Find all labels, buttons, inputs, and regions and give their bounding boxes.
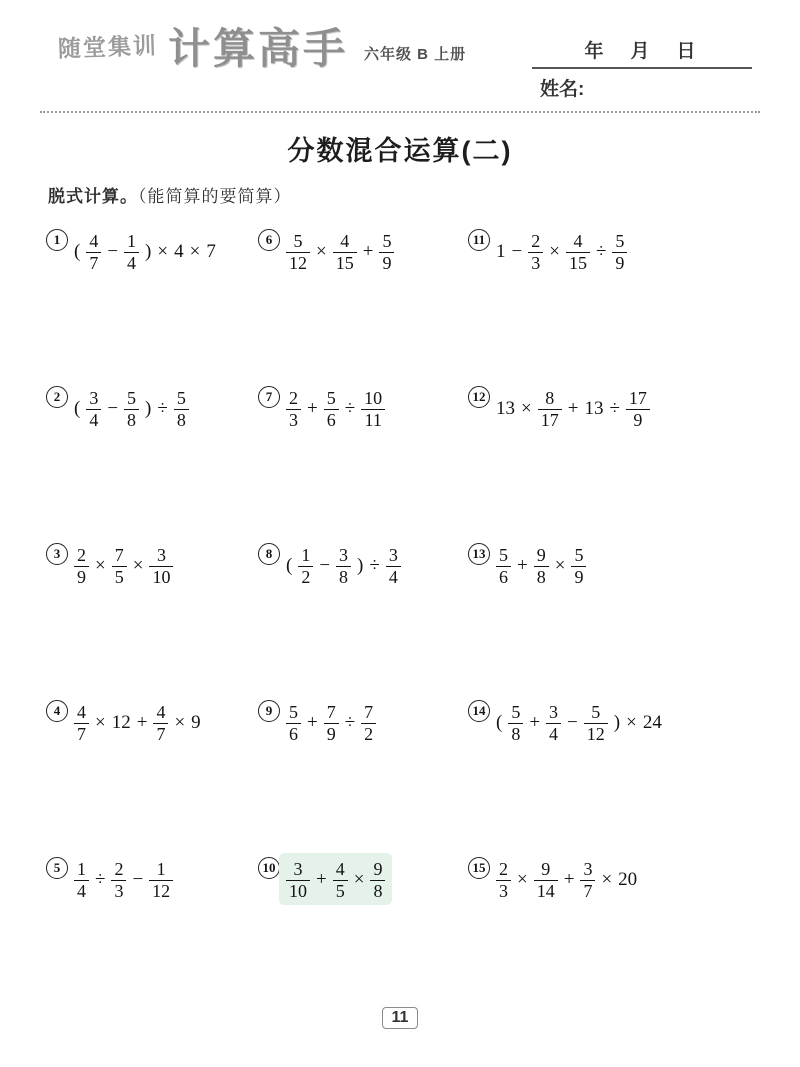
math-token: +	[517, 555, 528, 577]
fraction-numerator: 5	[176, 388, 186, 408]
fraction	[361, 388, 385, 430]
fraction-denominator: 4	[124, 252, 139, 274]
problem-expression	[71, 700, 204, 744]
fraction-denominator: 3	[496, 880, 511, 902]
fraction	[324, 702, 339, 744]
problem-item	[468, 857, 760, 1014]
problem-item	[468, 700, 760, 857]
instruction-note: （能简算的要简算）	[138, 187, 292, 206]
fraction-numerator: 7	[326, 702, 336, 722]
fraction	[534, 859, 558, 901]
math-token: ×	[189, 241, 201, 263]
problem-expression	[493, 543, 589, 587]
fraction-numerator: 5	[574, 545, 584, 565]
problem-expression	[71, 386, 192, 430]
fraction	[612, 231, 627, 273]
fraction-denominator: 9	[612, 252, 627, 274]
problem-item	[46, 857, 258, 1014]
math-token: 20	[618, 869, 638, 891]
instruction	[48, 182, 760, 207]
fraction-numerator: 17	[628, 388, 647, 408]
problem-number: 3	[46, 543, 68, 565]
fraction-numerator: 8	[545, 388, 555, 408]
fraction-denominator: 15	[566, 252, 590, 274]
fraction	[580, 859, 595, 901]
math-token: +	[316, 869, 327, 891]
fraction-numerator: 5	[127, 388, 137, 408]
math-token: 13	[496, 398, 515, 420]
problem-number: 12	[468, 386, 490, 408]
fraction	[74, 545, 89, 587]
fraction	[149, 859, 173, 901]
fraction-numerator: 2	[499, 859, 508, 879]
fraction-numerator: 10	[364, 388, 383, 408]
problem-number: 11	[468, 229, 490, 251]
fraction	[124, 231, 139, 273]
math-token: 1	[496, 241, 506, 263]
fraction-denominator: 8	[336, 566, 351, 588]
math-token: −	[107, 241, 119, 263]
math-token: +	[136, 712, 148, 734]
fraction	[528, 231, 543, 273]
problem-item	[258, 700, 468, 857]
fraction-numerator: 9	[536, 545, 546, 565]
fraction-denominator: 9	[74, 566, 89, 588]
problem-item	[46, 700, 258, 857]
math-token: ×	[549, 241, 560, 263]
math-token: −	[132, 869, 144, 891]
math-token: (	[74, 398, 81, 420]
math-token: ×	[95, 555, 106, 577]
fraction-denominator: 10	[286, 880, 310, 902]
fraction-denominator: 3	[111, 880, 126, 902]
fraction	[86, 388, 101, 430]
fraction-denominator: 9	[324, 723, 339, 745]
fraction-numerator: 2	[289, 388, 298, 408]
math-token: ×	[157, 241, 169, 263]
problem-expression	[493, 386, 653, 430]
math-token: )	[145, 241, 152, 263]
fraction-denominator: 3	[286, 409, 301, 431]
problem-expression	[71, 857, 176, 901]
problem-number: 2	[46, 386, 68, 408]
math-token: +	[307, 712, 318, 734]
fraction-denominator: 4	[74, 880, 89, 902]
fraction-numerator: 9	[373, 859, 383, 879]
fraction-numerator: 3	[339, 545, 349, 565]
math-token: +	[529, 712, 541, 734]
problem-expression	[493, 857, 640, 901]
math-token: (	[74, 241, 81, 263]
fraction-numerator: 3	[293, 859, 303, 879]
math-token: ÷	[157, 398, 168, 420]
fraction-numerator: 5	[382, 231, 392, 251]
fraction-numerator: 4	[156, 702, 166, 722]
fraction-numerator: 5	[289, 702, 298, 722]
fraction-denominator: 8	[174, 409, 189, 431]
math-token: 24	[642, 712, 662, 734]
fraction-numerator: 3	[156, 545, 166, 565]
page-title: 分数混合运算(二)	[287, 136, 513, 166]
math-token: (	[496, 712, 503, 734]
fraction	[370, 859, 385, 901]
math-token: 4	[174, 241, 184, 263]
math-token: ÷	[595, 241, 607, 263]
fraction	[333, 859, 348, 901]
fraction	[112, 545, 127, 587]
fraction-denominator: 7	[153, 723, 168, 745]
problem-expression	[493, 229, 630, 273]
fraction	[86, 231, 101, 273]
math-token: ÷	[344, 712, 356, 734]
math-token: +	[567, 398, 579, 420]
fraction-numerator: 1	[156, 859, 166, 879]
problem-item	[46, 543, 258, 700]
problem-expression	[283, 386, 388, 430]
fraction-denominator: 15	[333, 252, 357, 274]
fraction-denominator: 7	[86, 252, 101, 274]
math-token: ÷	[369, 555, 380, 577]
fraction-denominator: 5	[112, 566, 127, 588]
fraction	[174, 388, 189, 430]
fraction-denominator: 4	[386, 566, 401, 588]
problem-number: 14	[468, 700, 490, 722]
problem-number: 13	[468, 543, 490, 565]
fraction	[324, 388, 339, 430]
problem-number: 10	[258, 857, 280, 879]
logo-title-text: 计算高手	[168, 25, 349, 72]
fraction-denominator: 10	[149, 566, 173, 588]
fraction	[286, 231, 310, 273]
fraction-denominator: 12	[286, 252, 310, 274]
fraction-numerator: 5	[615, 231, 625, 251]
fraction	[496, 545, 511, 587]
math-token: +	[563, 869, 575, 891]
fraction	[111, 859, 126, 901]
fraction	[386, 545, 401, 587]
fraction	[496, 859, 511, 901]
fraction-denominator: 4	[86, 409, 101, 431]
problem-expression	[71, 229, 219, 273]
problem-expression	[283, 543, 404, 587]
math-token: ×	[316, 241, 327, 263]
fraction	[566, 231, 590, 273]
math-token: )	[613, 712, 621, 734]
math-token: (	[286, 555, 293, 577]
problem-item	[468, 386, 760, 543]
math-token: −	[319, 555, 331, 577]
math-token: ×	[601, 869, 613, 891]
fraction-numerator: 7	[114, 545, 124, 565]
math-token: ÷	[344, 398, 356, 420]
problem-expression	[493, 700, 665, 744]
problem-expression	[283, 229, 397, 273]
fraction-denominator: 7	[74, 723, 89, 745]
math-token: ÷	[95, 869, 106, 891]
fraction-numerator: 5	[499, 545, 508, 565]
fraction-denominator: 2	[361, 723, 376, 745]
fraction	[286, 702, 301, 744]
fraction-numerator: 1	[127, 231, 137, 251]
fraction-denominator: 12	[149, 880, 173, 902]
math-token: −	[567, 712, 578, 734]
fraction	[508, 702, 523, 744]
fraction-denominator: 9	[379, 252, 394, 274]
fraction-numerator: 2	[77, 545, 86, 565]
fraction-numerator: 5	[326, 388, 336, 408]
fraction-denominator: 14	[534, 880, 558, 902]
fraction-denominator: 8	[124, 409, 139, 431]
problem-item	[468, 229, 760, 386]
fraction	[333, 231, 357, 273]
fraction	[153, 702, 168, 744]
fraction-numerator: 5	[591, 702, 601, 722]
problem-number: 5	[46, 857, 68, 879]
fraction	[286, 388, 301, 430]
footer	[0, 1007, 800, 1029]
fraction-denominator: 6	[496, 566, 511, 588]
fraction-denominator: 8	[534, 566, 549, 588]
fraction	[379, 231, 394, 273]
fraction-numerator: 1	[301, 545, 311, 565]
problem-item	[258, 386, 468, 543]
fraction	[361, 702, 376, 744]
math-token: ×	[517, 869, 528, 891]
fraction	[298, 545, 313, 587]
problem-number: 15	[468, 857, 490, 879]
problem-item	[258, 543, 468, 700]
math-token: −	[511, 241, 523, 263]
math-token: ×	[95, 712, 106, 734]
fraction-denominator: 7	[580, 880, 595, 902]
fraction	[534, 545, 549, 587]
math-token: 9	[191, 712, 201, 734]
fraction-numerator: 4	[340, 231, 350, 251]
page-number: 11	[382, 1007, 419, 1029]
problem-number: 8	[258, 543, 280, 565]
problems-grid	[46, 229, 760, 1014]
problem-expression	[283, 857, 388, 901]
fraction-denominator: 8	[370, 880, 385, 902]
fraction	[74, 702, 89, 744]
fraction-denominator: 8	[508, 723, 523, 745]
fraction-numerator: 4	[77, 702, 86, 722]
fraction	[74, 859, 89, 901]
problem-number: 7	[258, 386, 280, 408]
fraction-numerator: 5	[511, 702, 521, 722]
name-field-label: 姓名:	[540, 79, 585, 100]
fraction-numerator: 4	[89, 231, 99, 251]
fraction-denominator: 9	[571, 566, 586, 588]
math-token: ×	[174, 712, 186, 734]
math-token: ×	[554, 555, 566, 577]
math-token: ×	[132, 555, 144, 577]
math-token: 13	[584, 398, 604, 420]
logo	[57, 25, 467, 72]
problem-number: 6	[258, 229, 280, 251]
fraction-numerator: 3	[388, 545, 398, 565]
fraction-numerator: 5	[293, 231, 303, 251]
fraction-denominator: 12	[584, 723, 608, 745]
fraction-denominator: 2	[298, 566, 313, 588]
math-token: )	[145, 398, 152, 420]
fraction-numerator: 1	[77, 859, 86, 879]
math-token: ×	[521, 398, 532, 420]
fraction-numerator: 2	[114, 859, 124, 879]
fraction-denominator: 5	[333, 880, 348, 902]
fraction-numerator: 2	[531, 231, 541, 251]
math-token: ×	[626, 712, 637, 734]
fraction	[124, 388, 139, 430]
math-token: )	[357, 555, 364, 577]
problem-item	[468, 543, 760, 700]
problem-number: 9	[258, 700, 280, 722]
fraction-numerator: 4	[573, 231, 583, 251]
problem-expression	[283, 700, 379, 744]
problem-item	[46, 229, 258, 386]
fraction	[336, 545, 351, 587]
problem-expression	[71, 543, 176, 587]
fraction-denominator: 6	[324, 409, 339, 431]
math-token: ÷	[609, 398, 620, 420]
fraction	[546, 702, 561, 744]
math-token: 12	[111, 712, 131, 734]
fraction-denominator: 3	[528, 252, 543, 274]
header	[40, 25, 760, 113]
fraction-numerator: 3	[89, 388, 99, 408]
problem-item	[258, 857, 468, 1014]
fraction-numerator: 3	[583, 859, 593, 879]
problem-number: 4	[46, 700, 68, 722]
problem-item	[46, 386, 258, 543]
fraction-numerator: 3	[549, 702, 559, 722]
math-token: 7	[206, 241, 216, 263]
edition-label: 六年级 B 上册	[364, 46, 467, 63]
date-fields: 年 月 日	[532, 36, 752, 69]
fraction	[626, 388, 650, 430]
fraction	[149, 545, 173, 587]
math-token: −	[107, 398, 119, 420]
instruction-main: 脱式计算。	[48, 187, 138, 206]
math-token: +	[362, 241, 374, 263]
fraction-denominator: 9	[626, 409, 650, 431]
fraction-numerator: 7	[364, 702, 374, 722]
fraction	[538, 388, 562, 430]
fraction-numerator: 9	[541, 859, 551, 879]
math-token: ×	[353, 869, 365, 891]
problem-number: 1	[46, 229, 68, 251]
fraction	[571, 545, 586, 587]
fraction	[286, 859, 310, 901]
logo-series-text: 随堂集训	[57, 32, 159, 62]
fraction-denominator: 4	[546, 723, 561, 745]
header-right	[532, 28, 752, 101]
math-token: +	[307, 398, 318, 420]
problem-item	[258, 229, 468, 386]
fraction-denominator: 17	[538, 409, 562, 431]
fraction-denominator: 11	[361, 409, 385, 431]
fraction-denominator: 6	[286, 723, 301, 745]
fraction	[584, 702, 608, 744]
fraction-numerator: 4	[335, 859, 345, 879]
